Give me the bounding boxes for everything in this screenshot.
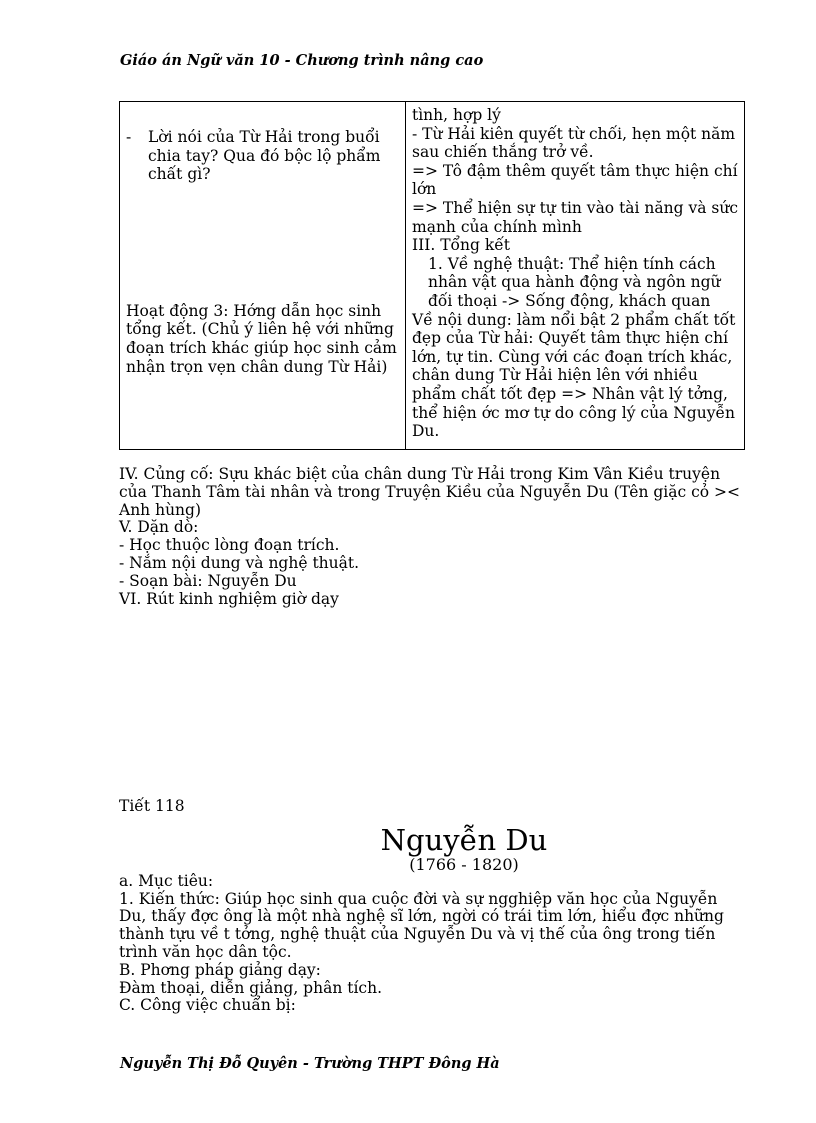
goal-heading: a. Mục tiêu:: [119, 871, 214, 890]
experience-heading: VI. Rút kinh nghiệm giờ dạy: [119, 589, 339, 608]
period-label: Tiết 118: [119, 797, 185, 815]
lesson-wrapup: [119, 466, 749, 608]
art-summary: 1. Về nghệ thuật: Thể hiện tính cách nhân vật qua hành động và ngôn ngữ đối thoại -> Sống động, khách quan: [428, 254, 721, 310]
lesson-title: Nguyễn Du: [380, 822, 548, 857]
content-summary: Về nội dung: làm nổi bật 2 phẩm chất tốt đẹp của Từ hải: Quyết tâm thực hiện chí lớn, tự tin. Cùng với các đoạn trích khác, chân dung Từ Hải hiện lên với nhiều phẩm chất tốt đẹp => Nhân vật lý tởng, thể hiện ớc mơ tự do công lý của Nguyễn Du.: [412, 310, 736, 441]
method-heading: B. Phơng pháp giảng dạy:: [119, 960, 321, 979]
right-cell: [406, 102, 745, 450]
lesson-table: [119, 101, 745, 450]
question-dash: -: [126, 128, 132, 146]
homework-item: - Soạn bài: Nguyễn Du: [119, 571, 297, 590]
homework-item: - Nắm nội dung và nghệ thuật.: [119, 553, 360, 572]
summary-heading: III. Tổng kết: [412, 236, 511, 255]
answer-line: => Tô đậm thêm quyết tâm thực hiện chí lớn: [412, 161, 738, 199]
preparation-heading: C. Công việc chuẩn bị:: [119, 996, 296, 1015]
answer-line: => Thể hiện sự tự tin vào tài năng và sức mạnh của chính mình: [412, 198, 739, 236]
page-header: Giáo án Ngữ văn 10 - Chương trình nâng cao: [120, 52, 484, 69]
page-footer: Nguyễn Thị Đỗ Quyên - Trường THPT Đông Hà: [120, 1055, 500, 1072]
lesson-118: [119, 798, 749, 1015]
answer-line: - Từ Hải kiên quyết từ chối, hẹn một năm sau chiến thắng trở về.: [412, 124, 736, 162]
homework-heading: V. Dặn dò:: [119, 518, 199, 537]
question-text: Lời nói của Từ Hải trong buổi chia tay? Qua đó bộc lộ phẩm chất gì?: [148, 128, 381, 184]
answer-line: tình, hợp lý: [412, 106, 501, 124]
question-item: [126, 128, 399, 184]
activity-3-text: Hoạt động 3: Hớng dẫn học sinh tổng kết. (Chủ ý liên hệ với những đoạn trích khác giúp học sinh cảm nhận trọn vẹn chân dung Từ Hải): [126, 301, 397, 376]
table-row: [120, 102, 745, 450]
left-cell: [120, 102, 406, 450]
consolidation-text: IV. Củng cố: Sựu khác biệt của chân dung Từ Hải trong Kim Vân Kiều truyện của Thanh Tâm tài nhân và trong Truyện Kiều của Nguyễn Du (Tên giặc cỏ >< Anh hùng): [119, 465, 740, 519]
homework-item: - Học thuộc lòng đoạn trích.: [119, 536, 340, 555]
method-text: Đàm thoại, diễn giảng, phân tích.: [119, 978, 383, 997]
knowledge-text: 1. Kiến thức: Giúp học sinh qua cuộc đời và sự ngghiệp văn học của Nguyễn Du, thấy đợc ông là một nhà nghệ sĩ lớn, ngời có trái tim lớn, hiểu đợc những thành tựu về t tởng, nghệ thuật của Nguyễn Du và vị thế của ông trong tiến trình văn học dân tộc.: [119, 889, 724, 961]
lesson-years: (1766 - 1820): [409, 854, 519, 874]
